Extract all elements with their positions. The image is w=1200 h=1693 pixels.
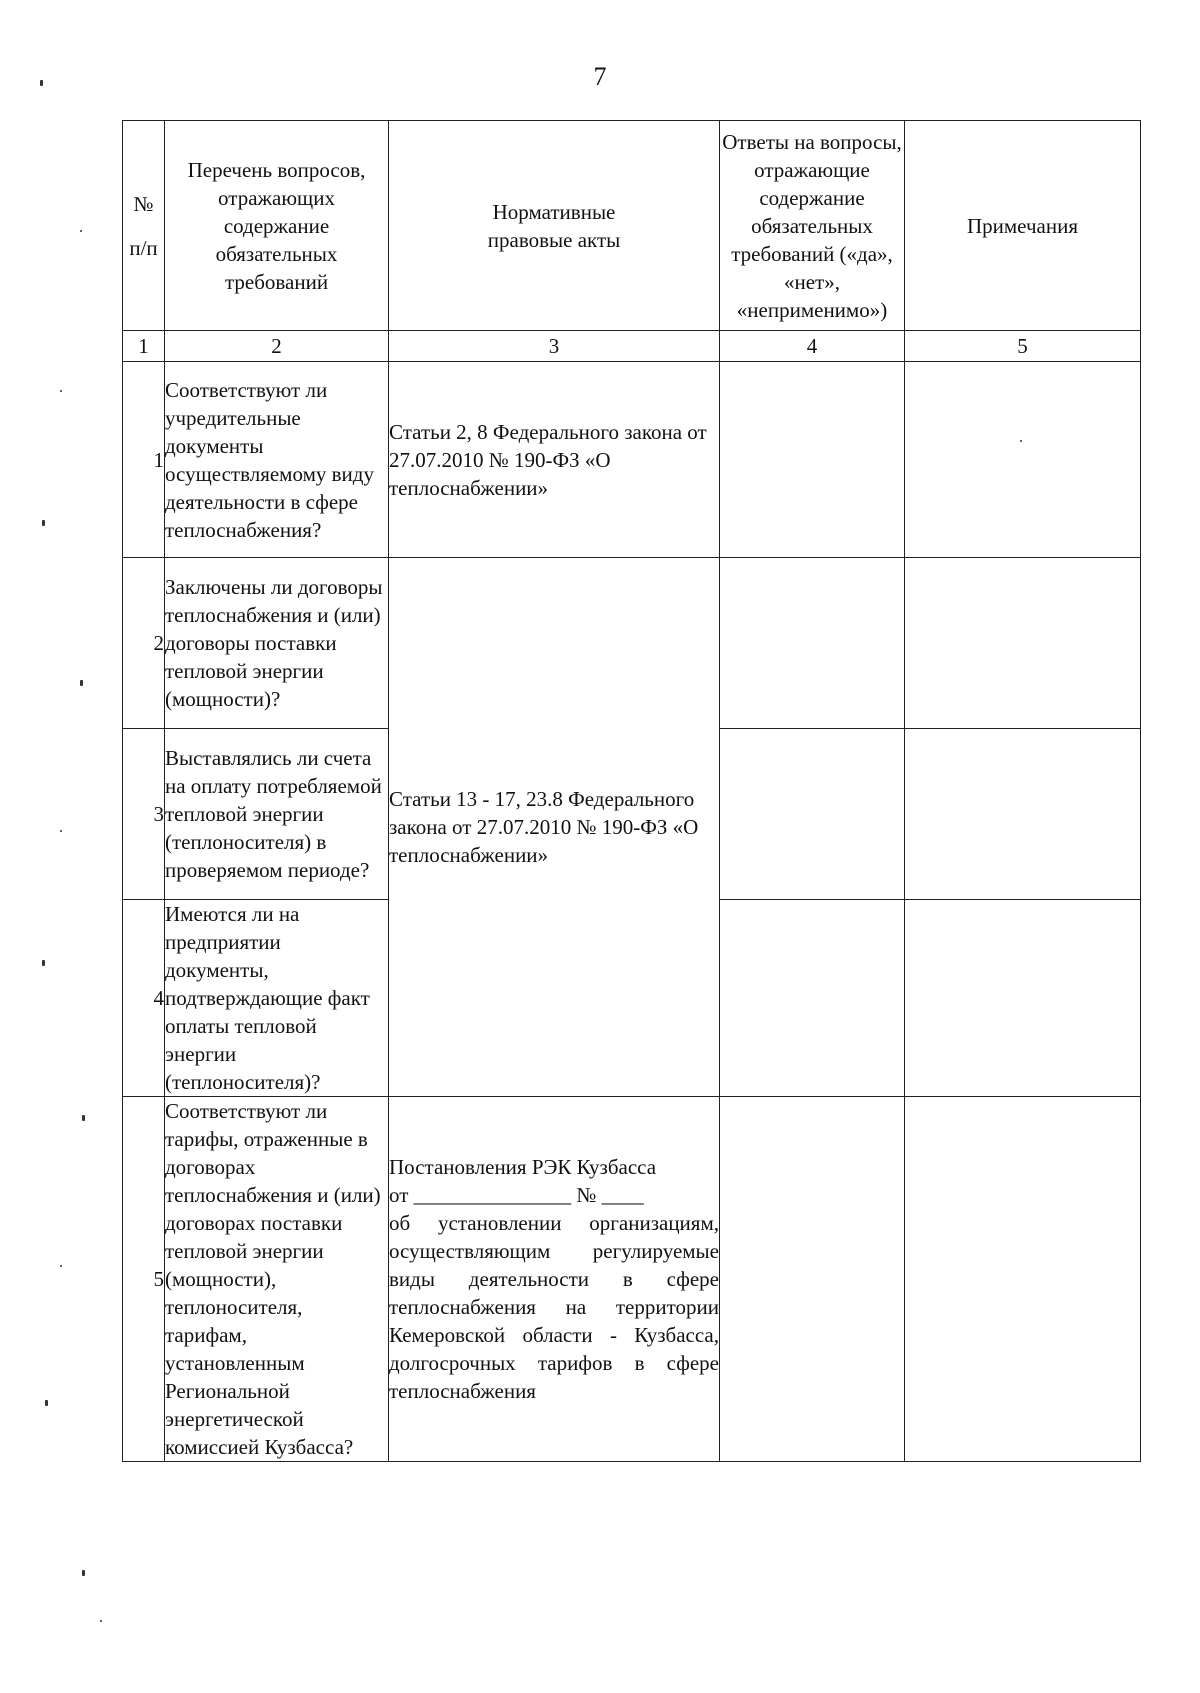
scan-mark [42, 960, 45, 966]
row-number: 2 [123, 558, 165, 729]
scan-mark [100, 1620, 102, 1622]
legal-act-date-number: от _______________ № ____ [389, 1183, 644, 1207]
legal-act-cell [389, 1097, 720, 1462]
scan-mark [82, 1570, 85, 1576]
question-cell: Заключены ли договоры теплоснабжения и (или) договоры поставки тепловой энергии (мощности)? [165, 558, 389, 729]
row-number: 3 [123, 729, 165, 900]
scan-mark [45, 1400, 48, 1406]
answer-cell[interactable] [720, 900, 905, 1097]
table-row [123, 362, 1141, 558]
scan-mark [40, 80, 43, 86]
notes-cell[interactable] [905, 558, 1141, 729]
scan-mark [82, 1115, 85, 1121]
notes-cell[interactable] [905, 900, 1141, 1097]
column-number: 2 [165, 331, 389, 362]
question-cell: Имеются ли на предприятии документы, подтверждающие факт оплаты тепловой энергии (теплоносителя)? [165, 900, 389, 1097]
answer-cell[interactable] [720, 729, 905, 900]
column-number: 4 [720, 331, 905, 362]
header-questions: Перечень вопросов, отражающих содержание обязательных требований [165, 121, 389, 331]
inspection-checklist-table [122, 120, 1141, 1462]
scan-mark [80, 680, 83, 686]
row-number: 4 [123, 900, 165, 1097]
column-number: 3 [389, 331, 720, 362]
page-number: 7 [593, 62, 607, 91]
answer-cell[interactable] [720, 362, 905, 558]
scan-mark [42, 520, 45, 526]
scan-mark [60, 390, 62, 392]
row-number: 1 [123, 362, 165, 558]
scan-mark [80, 230, 82, 232]
answer-cell[interactable] [720, 1097, 905, 1462]
header-answers: Ответы на вопросы, отражающие содержание обязательных требований («да», «нет», «неприменимо») [720, 121, 905, 331]
header-num [123, 121, 165, 331]
scan-mark [60, 1265, 62, 1267]
answer-cell[interactable] [720, 558, 905, 729]
header-notes: Примечания [905, 121, 1141, 331]
legal-act-cell: Статьи 2, 8 Федерального закона от 27.07.2010 № 190-ФЗ «О теплоснабжении» [389, 362, 720, 558]
row-number: 5 [123, 1097, 165, 1462]
notes-cell[interactable] [905, 1097, 1141, 1462]
scan-mark [1020, 440, 1022, 442]
legal-act-title: Постановления РЭК Кузбасса [389, 1155, 657, 1179]
column-number-row [123, 331, 1141, 362]
question-cell: Соответствуют ли учредительные документы осуществляемому виду деятельности в сфере теплоснабжения? [165, 362, 389, 558]
legal-act-subject: об установлении организациям, осуществляющим регулируемые виды деятельности в сфере теплоснабжения на территории Кемеровской области - Кузбасса, долгосрочных тарифов в сфере теплоснабжения [389, 1211, 719, 1403]
column-number: 1 [123, 331, 165, 362]
table-row [123, 1097, 1141, 1462]
header-num-abbr: п/п [129, 235, 158, 260]
scan-mark [60, 830, 62, 832]
legal-act-cell-merged: Статьи 13 - 17, 23.8 Федерального закона от 27.07.2010 № 190-ФЗ «О теплоснабжении» [389, 558, 720, 1097]
notes-cell[interactable] [905, 362, 1141, 558]
header-num-symbol: № [133, 191, 154, 216]
question-cell: Соответствуют ли тарифы, отраженные в договорах теплоснабжения и (или) договорах поставки тепловой энергии (мощности), теплоносителя, тарифам, установленным Региональной энергетической комиссией Кузбасса? [165, 1097, 389, 1462]
header-acts: Нормативные правовые акты [389, 121, 720, 331]
column-number: 5 [905, 331, 1141, 362]
table-row [123, 558, 1141, 729]
question-cell: Выставлялись ли счета на оплату потребляемой тепловой энергии (теплоносителя) в проверяемом периоде? [165, 729, 389, 900]
header-row [123, 121, 1141, 331]
notes-cell[interactable] [905, 729, 1141, 900]
